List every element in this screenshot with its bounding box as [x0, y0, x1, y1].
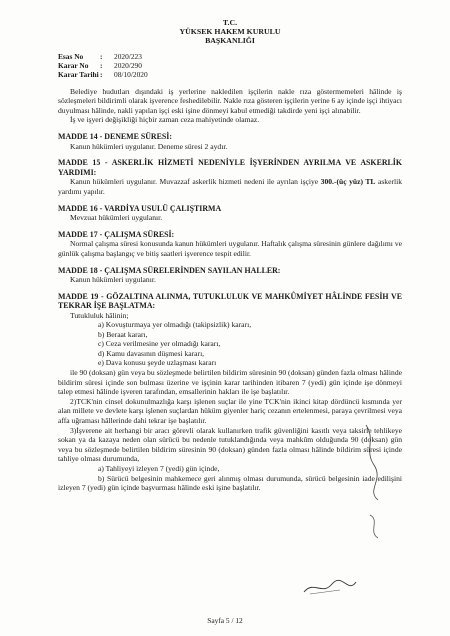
- article-19-sub-b: b) Sürücü belgesinin mahkemece geri alınmış olması durumunda, sürücü belgesinin iade edilişini izleyen 7 (yedi) gün içinde başvurması hâlinde eski işine başlatılır.: [58, 473, 402, 493]
- list-item: a) Kovuşturmaya yer olmadığı (takipsizlik) kararı,: [98, 320, 252, 330]
- article-19-list: [58, 320, 402, 368]
- list-item: e) Dava konusu şeyde uzlaşması kararı: [98, 358, 217, 368]
- list-item: d) Kamu davasının düşmesi kararı,: [98, 348, 205, 358]
- article-16-title: MADDE 16 - VARDİYA USULÜ ÇALIŞTIRMA: [58, 203, 222, 213]
- case-meta: [58, 52, 402, 80]
- meta-row-karar: Karar No : 2020/290: [58, 61, 142, 71]
- article-15-title: MADDE 15 - ASKERLİK HİZMETİ NEDENİYLE İŞYERİNDEN AYRILMA VE ASKERLİK YARDIMI:: [58, 158, 402, 177]
- article-18-title: MADDE 18 - ÇALIŞMA SÜRELERİNDEN SAYILAN HALLER:: [58, 265, 281, 275]
- article-19-title: MADDE 19 - GÖZALTINA ALINMA, TUTUKLULUK VE MAHKÛMİYET HÂLİNDE FESİH VE TEKRAR İŞE BAŞLATMA:: [58, 291, 402, 311]
- article-14-title: MADDE 14 - DENEME SÜRESİ:: [58, 131, 172, 141]
- article-15-text: Kanun hükümleri uygulanır. Muvazzaf askerlik hizmeti nedeni ile ayrılan işçiye 300.-(üç yüz) TL askerlik yardımı yapılır.: [58, 177, 403, 196]
- intro-paragraph: Belediye hudutları dışındaki iş yerlerine nakledilen işçilerin nakle rıza göstermemeleri hâlinde iş sözleşmeleri bildirimli olarak işverence feshedilebilir. Nakle rıza gösteren işçilerin yerine 6 ay içinde işçi ihtiyacı duyulması hâlinde, nakli yapılan işçi eski işine dönmeyi kabul etmediği takdirde yeni işçi alınabilir.: [58, 86, 402, 115]
- header-presidency: BAŞKANLIĞI: [205, 36, 255, 45]
- article-19-para-1: ile 90 (doksan) gün veya bu sözleşmede belirtilen bildirim süresinin 90 (doksan) günden fazla olması hâlinde bildirim süresi içinde son bulması üzerine ve işçinin karar tarihinden itibaren 7 (yedi) gün içinde işe dönmeyi talep etmesi hâlinde işveren tarafından, emsallerinin hakları ile işe başlatılır.: [58, 367, 402, 397]
- article-19-para-3: 3)İşverene ait herhangi bir aracı görevli olarak kullanırken trafik güvenliğini kasıtlı veya taksirle tehlikeye sokan ya da kazaya neden olan sürücü bu nedenle tutuklandığında veya mahkûm olduğunda 90 (doksan) gün veya bu sözleşmede belirtilen bildirim süresinin 90 (doksan) günden fazla olması hâlinde bildirim süresi içinde tahliye olması durumunda,: [58, 425, 402, 464]
- article-17-text: Normal çalışma süresi konusunda kanun hükümleri uygulanır. Haftalık çalışma süresinin günlere dağılımı ve günlük çalışma başlangıç ve bitiş saatleri işverence tespit edilir.: [58, 239, 402, 258]
- intro-paragraph-2: İş ve işyeri değişikliği hiçbir zaman ceza mahiyetinde olamaz.: [70, 115, 260, 125]
- meta-row-esas: Esas No : 2020/223: [58, 52, 142, 61]
- list-item: c) Ceza verilmesine yer olmadığı kararı,: [98, 339, 221, 349]
- article-19-para-2: 2)TCK'nin cinsel dokunulmazlığa karşı işlenen suçlar ile yine TCK'nin ikinci kitap dördüncü kısmında yer alan millete ve devlete karşı işlenen suçlardan hüküm giyenler hariç cezanın ertelenmesi, paraya çevrilmesi veya affa uğraması hâllerinde dahi tekrar işe başlatılır.: [58, 396, 402, 425]
- meta-row-date: Karar Tarihi : 08/10/2020: [58, 70, 148, 80]
- article-19-sub-a: a) Tahliyeyi izleyen 7 (yedi) gün içinde,: [98, 463, 220, 473]
- article-16-text: Mevzuat hükümleri uygulanır.: [70, 213, 163, 223]
- list-item: b) Beraat kararı,: [98, 329, 148, 339]
- page-number: Sayfa 5 / 12: [207, 616, 243, 626]
- header-institution: YÜKSEK HAKEM KURULU: [179, 27, 281, 36]
- article-14-text: Kanun hükümleri uygulanır. Deneme süresi 2 aydır.: [70, 141, 228, 151]
- signature-mark: [300, 576, 360, 598]
- allowance-amount: 300.-(üç yüz) TL: [320, 177, 376, 187]
- header-tc: T.C.: [222, 18, 238, 27]
- article-18-text: Kanun hükümleri uygulanır.: [70, 275, 156, 285]
- article-19-lead: Tutukluluk hâlinin;: [70, 310, 129, 320]
- article-17-title: MADDE 17 - ÇALIŞMA SÜRESİ:: [58, 229, 175, 239]
